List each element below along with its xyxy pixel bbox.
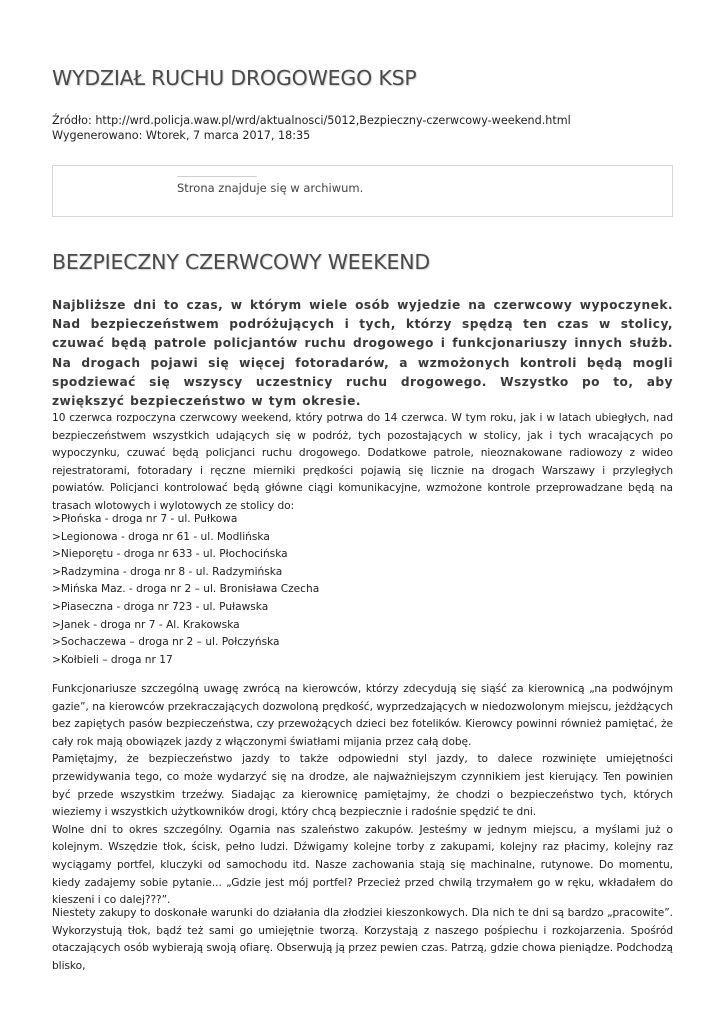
article-lead: Najbliższe dni to czas, w którym wiele osób wyjedzie na czerwcowy wypoczynek. Nad bezpieczeństwem podróżujących i tych, którzy spędzą ten czas w stolicy, czuwać będą patrole policjantów ruchu drogowego i funkcjonariuszy innych służb. Na drogach pojawi się więcej fotoradarów, a wzmożonych kontroli będą mogli spodziewać się wszyscy uczestnicy ruchu drogowego. Wszystko po to, aby zwiększyć bezpieczeństwo w tym okresie. — [52, 298, 673, 409]
article-paragraph-1: 10 czerwca rozpoczyna czerwcowy weekend, który potrwa do 14 czerwca. W tym roku, jak i w latach ubiegłych, nad bezpieczeństwem wszystkich udających się w podróż, tych pozostających w stolicy, jak i tych wracających po wypoczynku, czuwać będą policjanci ruchu drogowego. Dodatkowe patrole, nieoznakowane radiowozy z wideo rejestratorami, fotoradary i ręczne mierniki prędkości pojawią się licznie na drogach Warszawy i przyległych powiatów. Policjanci kontrolować będą główne ciągi komunikacyjne, wzmożone kontrole przeprowadzane będą na trasach wlotowych i wylotowych ze stolicy do: — [52, 412, 673, 512]
route-item: >Mińska Maz. - droga nr 2 – ul. Bronisława Czecha — [52, 583, 320, 596]
route-item: >Janek - droga nr 7 - Al. Krakowska — [52, 618, 240, 631]
route-item: >Płońska - droga nr 7 - ul. Pułkowa — [52, 513, 238, 525]
source-line: Źródło: http://wrd.policja.waw.pl/wrd/aktualnosci/5012,Bezpieczny-czerwcowy-weekend.html — [52, 114, 571, 127]
route-item: >Legionowa - droga nr 61 - ul. Modlińska — [52, 530, 270, 543]
route-item: >Nieporętu - droga nr 633 - ul. Płochocińska — [52, 548, 288, 561]
archive-notice-text: Strona znajduje się w archiwum. — [177, 181, 364, 195]
route-item: >Piaseczna - droga nr 723 - ul. Puławska — [52, 600, 269, 613]
generated-line: Wygenerowano: Wtorek, 7 marca 2017, 18:35 — [52, 128, 311, 142]
site-title: WYDZIAŁ RUCHU DROGOWEGO KSP — [52, 66, 417, 90]
route-item: >Radzymina - droga nr 8 - ul. Radzymińska — [52, 565, 283, 578]
route-item: >Kołbieli – droga nr 17 — [52, 653, 173, 666]
archive-notice-box — [52, 165, 673, 217]
article-paragraph-3: Niestety zakupy to doskonałe warunki do działania dla złodziei kieszonkowych. Dla nich te dni są bardzo „pracowite”. Wykorzystują tłok, bądź też sami go umiejętnie tworzą. Korzystają z naszego pośpiechu i rozkojarzenia. Spośród otaczających osób wybierają swoją ofiarę. Obserwują ją przez pewien czas. Patrzą, gdzie chowa pieniądze. Podchodzą blisko, — [52, 907, 673, 972]
route-item: >Sochaczewa – droga nr 2 – ul. Połczyńska — [52, 636, 280, 649]
article-title: BEZPIECZNY CZERWCOWY WEEKEND — [52, 250, 430, 274]
archive-notice-rule — [177, 176, 257, 177]
routes-list — [52, 511, 319, 669]
article-paragraph-2: Funkcjonariusze szczególną uwagę zwrócą na kierowców, którzy zdecydują się siąść za kierownicą „na podwójnym gazie”, na kierowców przekraczających dozwoloną prędkość, wyprzedzających w niedozwolonym miejscu, jeżdżących bez zapiętych pasów bezpieczeństwa, czy przewożących dzieci bez fotelików. Kierowcy powinni również pamiętać, że cały rok mają obowiązek jazdy z włączonymi światłami mijania przez całą dobę. Pamiętajmy, że bezpieczeństwo jazdy to także odpowiedni styl jazdy, to dalece rozwinięte umiejętności przewidywania tego, co może wydarzyć się na drodze, ale najważniejszym czynnikiem jest kierujący. Ten powinien być przede wszystkim trzeźwy. Siadając za kierownicę pamiętajmy, że chodzi o bezpieczeństwo tych, których wieziemy i wszystkich użytkowników drogi, który chcą bezpiecznie i radośnie spędzić te dni. Wolne dni to okres szczególny. Ogarnia nas szaleństwo zakupów. Jesteśmy w jednym miejscu, a myślami już o kolejnym. Wszędzie tłok, ścisk, pełno ludzi. Dźwigamy kolejne torby z zakupami, kolejny raz płacimy, kolejny raz wyciągamy portfel, kluczyki od samochodu itd. Nasze zachowania stają się machinalne, rutynowe. Do momentu, kiedy zadajemy sobie pytanie... „Gdzie jest mój portfel? Przecież przed chwilą trzymałem go w ręku, wkładałem do kieszeni i co dalej???”. — [52, 683, 673, 907]
document-meta — [52, 114, 571, 143]
